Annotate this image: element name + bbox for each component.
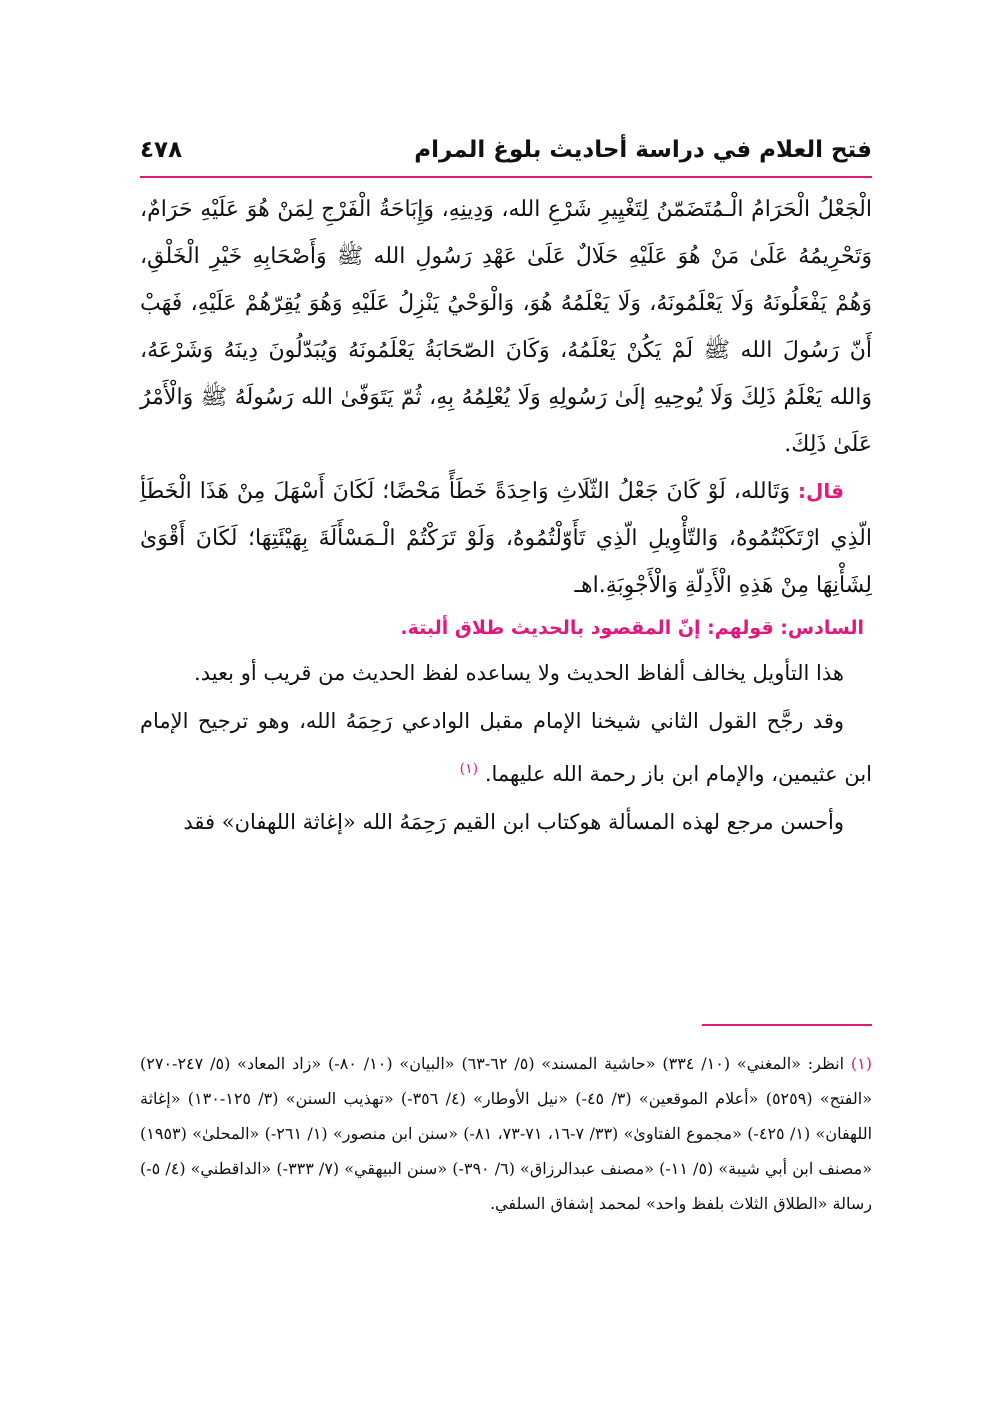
quote-paragraph bbox=[140, 468, 872, 609]
footnotes bbox=[140, 1046, 872, 1221]
page-number: ٤٧٨ bbox=[140, 137, 183, 163]
body-paragraph-text: وقد رجَّح القول الثاني شيخنا الإمام مقبل الوادعي رَحِمَهُ الله، وهو ترجيح الإمام ابن عثيمين، والإمام ابن باز رحمة الله عليهما. bbox=[140, 709, 872, 786]
body-paragraph bbox=[140, 697, 872, 798]
book-title: فتح العلام في دراسة أحاديث بلوغ المرام bbox=[414, 137, 872, 163]
footnote-marker: (١) bbox=[850, 1054, 872, 1073]
footnote-divider bbox=[702, 1024, 872, 1026]
section-heading: السادس: قولهم: إنّ المقصود بالحديث طلاق ألبتة. bbox=[400, 617, 864, 639]
quote-label: قال: bbox=[798, 479, 844, 503]
main-text bbox=[140, 186, 872, 846]
body-paragraph: هذا التأويل يخالف ألفاظ الحديث ولا يساعده لفظ الحديث من قريب أو بعيد. bbox=[194, 661, 844, 685]
quote-text: وَتَالله، لَوْ كَانَ جَعْلُ الثّلَاثِ وَاحِدَةً خَطَأً مَحْضًا؛ لَكَانَ أَسْهَلَ مِنْ هَذَا الْخَطَأِ الّذِي ارْتَكَبْتُمُوهُ، وَالتّأْوِيلِ الّذِي تَأَوّلْتُمُوهُ، وَلَوْ تَرَكْتُمْ الْـمَسْأَلَةَ بِهَيْئَتِهَا؛ لَكَانَ أَقْوَىٰ لِشَأْنِهَا مِنْ هَذِهِ الْأَدِلّةِ وَالْأَجْوِبَةِ.اهـ bbox=[140, 479, 872, 598]
running-header bbox=[140, 133, 872, 167]
footnote-text: انظر: «المغني» (١٠/ ٣٣٤) «حاشية المسند» (٥/ ٦٢-٦٣) «البيان» (١٠/ ٨٠-) «زاد المعاد» (٥/ ٢٤٧-٢٧٠) «الفتح» (٥٢٥٩) «أعلام الموقعين» (٣/ ٤٥-) «نيل الأوطار» (٤/ ٣٥٦-) «تهذيب السنن» (٣/ ١٢٥-١٣٠) «إغاثة اللهفان» (١/ ٤٢٥-) «مجموع الفتاوىٰ» (٣٣/ ٧-١٦، ٧١-٧٣، ٨١-) «سنن ابن منصور» (١/ ٢٦١-) «المحلىٰ» (١٩٥٣) «مصنف ابن أبي شيبة» (٥/ ١١-) «مصنف عبدالرزاق» (٦/ ٣٩٠-) «سنن البيهقي» (٧/ ٣٣٣-) «الداقطني» (٤/ ٥-) رسالة «الطلاق الثلاث بلفظ واحد» لمحمد إشفاق السلفي. bbox=[139, 1054, 873, 1213]
body-paragraph: وأحسن مرجع لهذه المسألة هوكتاب ابن القيم رَحِمَهُ الله «إغاثة اللهفان» فقد bbox=[183, 810, 844, 834]
footnote-reference[interactable]: (١) bbox=[459, 761, 479, 777]
quoted-paragraph: الْجَعْلُ الْحَرَامُ الْـمُتَضَمّنُ لِتَغْيِيرِ شَرْعِ الله، وَدِينِهِ، وَإِبَاحَةُ الْفَرْجِ لِمَنْ هُوَ عَلَيْهِ حَرَامٌ، وَتَحْرِيمُهُ عَلَىٰ مَنْ هُوَ عَلَيْهِ حَلَالٌ عَلَىٰ عَهْدِ رَسُولِ الله ﷺ وَأَصْحَابِهِ خَيْرِ الْخَلْقِ، وَهُمْ يَفْعَلُونَهُ وَلَا يَعْلَمُونَهُ، وَلَا يَعْلَمُهُ هُوَ، وَالْوَحْيُ يَنْزِلُ عَلَيْهِ وَهُوَ يُقِرّهُمْ عَلَيْهِ، فَهَبْ أَنّ رَسُولَ الله ﷺ لَمْ يَكُنْ يَعْلَمُهُ، وَكَانَ الصّحَابَةُ يَعْلَمُونَهُ وَيُبَدّلُونَ دِينَهُ وَشَرْعَهُ، وَالله يَعْلَمُ ذَلِكَ وَلَا يُوحِيهِ إلَىٰ رَسُولِهِ وَلَا يُعْلِمُهُ بِهِ، ثُمّ يَتَوَفّىٰ الله رَسُولَهُ ﷺ وَالْأَمْرُ عَلَىٰ ذَلِكَ. bbox=[140, 197, 872, 457]
header-divider bbox=[140, 176, 872, 178]
